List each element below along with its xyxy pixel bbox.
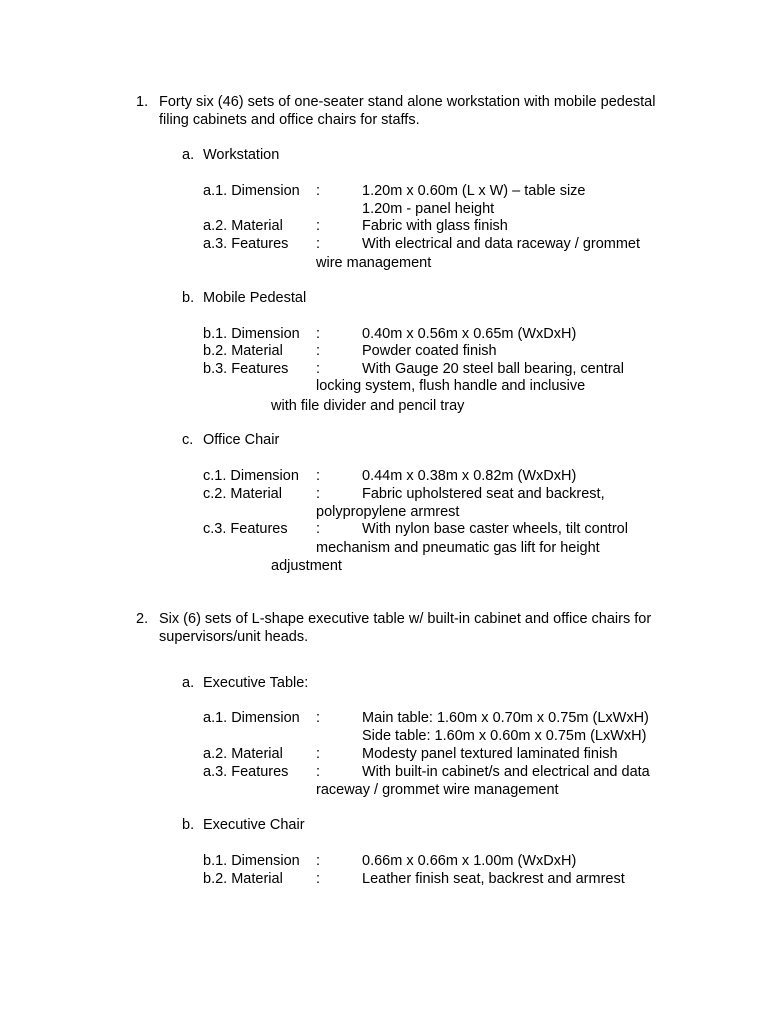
spec-label: a.3. Features [203, 764, 289, 780]
spec-value: 0.66m x 0.66m x 1.00m (WxDxH) [362, 853, 577, 869]
spec-continuation: locking system, flush handle and inclusive [316, 378, 586, 394]
item-number: 1. [136, 94, 149, 110]
spec-separator: : [316, 361, 321, 377]
spec-value: With Gauge 20 steel ball bearing, central [362, 361, 624, 377]
subsection-letter: a. [182, 675, 195, 691]
spec-continuation: mechanism and pneumatic gas lift for height [316, 540, 600, 556]
spec-separator: : [316, 468, 321, 484]
spec-label: b.1. Dimension [203, 326, 300, 342]
subsection-letter: a. [182, 147, 195, 163]
subsection-letter: c. [182, 432, 194, 448]
spec-separator: : [316, 764, 321, 780]
spec-value: Side table: 1.60m x 0.60m x 0.75m (LxWxH) [362, 728, 647, 744]
spec-separator: : [316, 486, 321, 502]
subsection-title: Office Chair [203, 432, 280, 448]
spec-separator: : [316, 746, 321, 762]
spec-value: 0.44m x 0.38m x 0.82m (WxDxH) [362, 468, 577, 484]
item-text-line: Six (6) sets of L-shape executive table w/ built-in cabinet and office chairs for [159, 611, 652, 627]
spec-label: a.2. Material [203, 218, 283, 234]
spec-continuation: with file divider and pencil tray [271, 398, 465, 414]
spec-separator: : [316, 183, 321, 199]
spec-label: b.2. Material [203, 343, 283, 359]
spec-separator: : [316, 871, 321, 887]
spec-label: c.1. Dimension [203, 468, 299, 484]
spec-label: c.2. Material [203, 486, 282, 502]
spec-value: Modesty panel textured laminated finish [362, 746, 618, 762]
spec-value: Powder coated finish [362, 343, 497, 359]
spec-label: b.1. Dimension [203, 853, 300, 869]
spec-continuation: adjustment [271, 558, 342, 574]
spec-label: a.1. Dimension [203, 183, 300, 199]
spec-value: 1.20m x 0.60m (L x W) – table size [362, 183, 586, 199]
spec-continuation: wire management [316, 255, 432, 271]
spec-value: Main table: 1.60m x 0.70m x 0.75m (LxWxH) [362, 710, 649, 726]
spec-label: a.3. Features [203, 236, 289, 252]
spec-separator: : [316, 521, 321, 537]
spec-value: 1.20m - panel height [362, 201, 495, 217]
spec-value: With electrical and data raceway / grommet [362, 236, 641, 252]
subsection-title: Mobile Pedestal [203, 290, 307, 306]
subsection-title: Executive Table: [203, 675, 309, 691]
spec-separator: : [316, 343, 321, 359]
subsection-title: Workstation [203, 147, 280, 163]
spec-label: b.3. Features [203, 361, 289, 377]
subsection-title: Executive Chair [203, 817, 305, 833]
item-text-line: Forty six (46) sets of one-seater stand alone workstation with mobile pedestal [159, 94, 656, 110]
spec-value: With nylon base caster wheels, tilt control [362, 521, 628, 537]
spec-continuation: raceway / grommet wire management [316, 782, 559, 798]
spec-value: 0.40m x 0.56m x 0.65m (WxDxH) [362, 326, 577, 342]
item-text-line: filing cabinets and office chairs for staffs. [159, 112, 420, 128]
spec-separator: : [316, 218, 321, 234]
spec-separator: : [316, 236, 321, 252]
spec-label: c.3. Features [203, 521, 288, 537]
spec-value: With built-in cabinet/s and electrical and data [362, 764, 650, 780]
item-number: 2. [136, 611, 149, 627]
spec-separator: : [316, 710, 321, 726]
item-text-line: supervisors/unit heads. [159, 629, 309, 645]
spec-value: Fabric upholstered seat and backrest, [362, 486, 605, 502]
spec-separator: : [316, 853, 321, 869]
spec-value: Fabric with glass finish [362, 218, 508, 234]
subsection-letter: b. [182, 817, 195, 833]
spec-separator: : [316, 326, 321, 342]
spec-label: a.2. Material [203, 746, 283, 762]
spec-value: Leather finish seat, backrest and armrest [362, 871, 625, 887]
spec-label: a.1. Dimension [203, 710, 300, 726]
subsection-letter: b. [182, 290, 195, 306]
spec-label: b.2. Material [203, 871, 283, 887]
spec-continuation: polypropylene armrest [316, 504, 460, 520]
